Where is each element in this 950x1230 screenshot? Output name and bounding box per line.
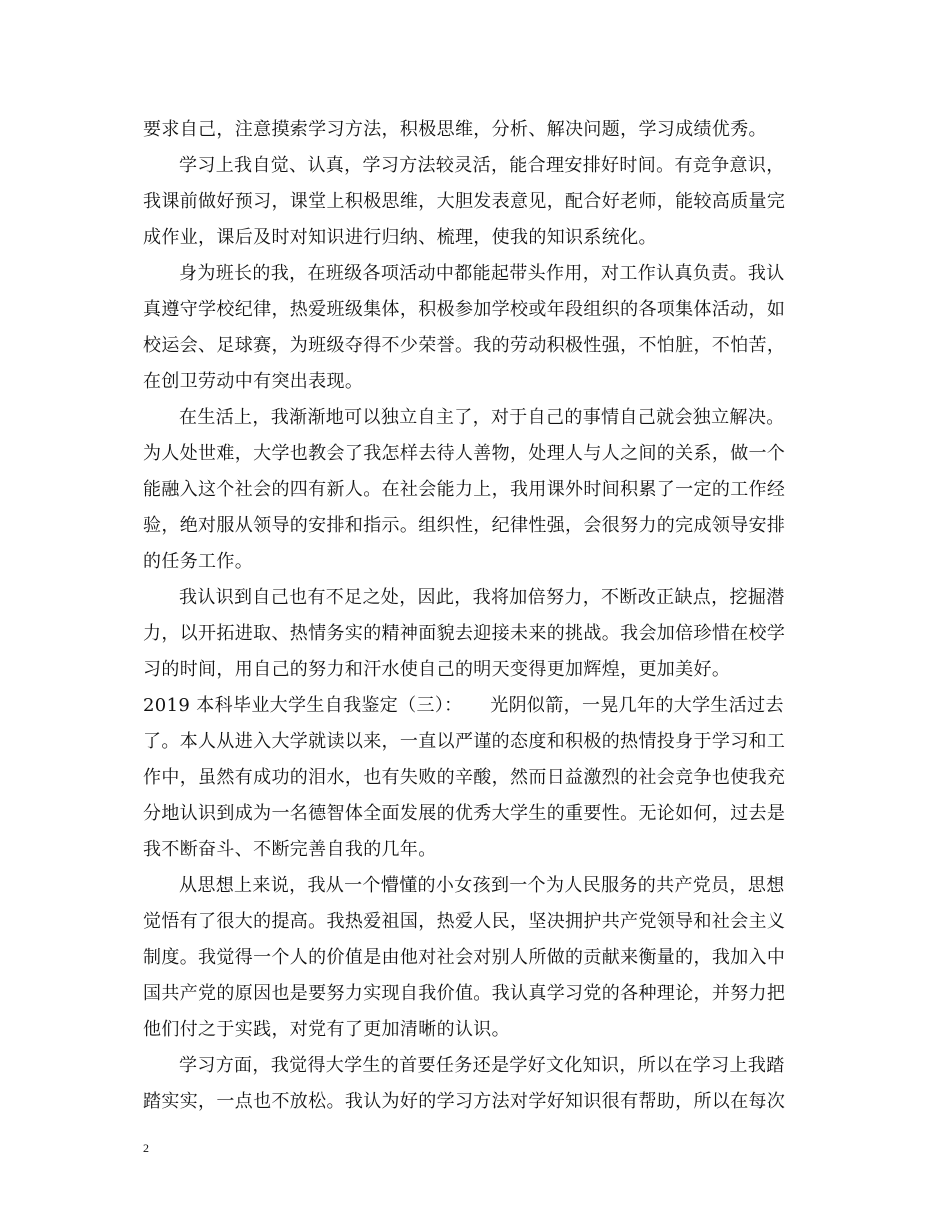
paragraph-first-line: 学习方面，我觉得大学生的首要任务还是学好文化知识，所以在学习上我踏 [179,1055,785,1076]
text-line: 觉悟有了很大的提高。我热爱祖国，热爱人民，坚决拥护共产党领导和社会主义 [143,911,786,932]
text-line: 作中，虽然有成功的泪水，也有失败的辛酸，然而日益激烈的社会竞争也使我充 [143,767,786,788]
text-line: 为人处世难，大学也教会了我怎样去待人善物，处理人与人之间的关系，做一个 [143,443,786,464]
paragraph-first-line: 在生活上，我渐渐地可以独立自主了，对于自己的事情自己就会独立解决。 [179,407,785,428]
section-heading-line: 2019 本科毕业大学生自我鉴定（三）： 光阴似箭，一晃几年的大学生活过去 [143,695,784,716]
text-line: 能融入这个社会的四有新人。在社会能力上，我用课外时间积累了一定的工作经 [143,479,786,500]
text-line: 分地认识到成为一名德智体全面发展的优秀大学生的重要性。无论如何，过去是 [143,803,786,824]
text-line: 国共产党的原因也是要努力实现自我价值。我认真学习党的各种理论，并努力把 [143,983,786,1004]
text-line: 的任务工作。 [143,551,254,572]
text-line: 真遵守学校纪律，热爱班级集体，积极参加学校或年段组织的各项集体活动，如 [143,299,786,320]
text-line: 要求自己，注意摸索学习方法，积极思维，分析、解决问题，学习成绩优秀。 [143,119,767,140]
text-line: 成作业，课后及时对知识进行归纳、梳理，使我的知识系统化。 [143,227,657,248]
paragraph-first-line: 从思想上来说，我从一个懵懂的小女孩到一个为人民服务的共产党员，思想 [179,875,785,896]
paragraph-first-line: 身为班长的我，在班级各项活动中都能起带头作用，对工作认真负责。我认 [179,263,785,284]
text-line: 在创卫劳动中有突出表现。 [143,371,364,392]
text-line: 他们付之于实践，对党有了更加清晰的认识。 [143,1019,510,1040]
paragraph-first-line: 我认识到自己也有不足之处，因此，我将加倍努力，不断改正缺点，挖掘潜 [179,587,785,608]
text-line: 习的时间，用自己的努力和汗水使自己的明天变得更加辉煌，更加美好。 [143,659,731,680]
paragraph-first-line: 学习上我自觉、认真，学习方法较灵活，能合理安排好时间。有竞争意识， [179,155,785,176]
page-number: 2 [143,1141,149,1155]
text-line: 我不断奋斗、不断完善自我的几年。 [143,839,437,860]
text-line: 力，以开拓进取、热情务实的精神面貌去迎接未来的挑战。我会加倍珍惜在校学 [143,623,786,644]
text-line: 验，绝对服从领导的安排和指示。组织性，纪律性强，会很努力的完成领导安排 [143,515,786,536]
text-line: 踏实实，一点也不放松。我认为好的学习方法对学好知识很有帮助，所以在每次 [143,1091,786,1112]
text-line: 了。本人从进入大学就读以来，一直以严谨的态度和积极的热情投身于学习和工 [143,731,786,752]
text-line: 我课前做好预习，课堂上积极思维，大胆发表意见，配合好老师，能较高质量完 [143,191,786,212]
text-line: 校运会、足球赛，为班级夺得不少荣誉。我的劳动积极性强，不怕脏，不怕苦， [143,335,786,356]
text-line: 制度。我觉得一个人的价值是由他对社会对别人所做的贡献来衡量的，我加入中 [143,947,786,968]
